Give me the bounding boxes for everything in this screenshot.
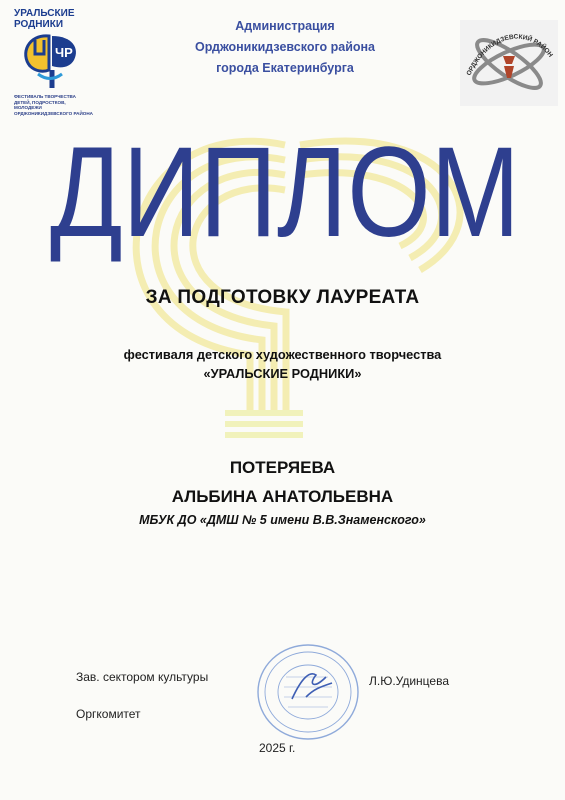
document-subtitle: ЗА ПОДГОТОВКУ ЛАУРЕАТА [145, 287, 420, 308]
logo-caption-line3: ОРДЖОНИКИДЗЕВСКОГО РАЙОНА [14, 110, 93, 116]
recipient-given-names: АЛЬБИНА АНАТОЛЬЕВНА [171, 487, 394, 506]
document-title-text: ДИПЛОМ [50, 121, 520, 264]
admin-line2: Орджоникидзевского района [194, 40, 376, 54]
district-logo-text: ОРДЖОНИКИДЗЕВСКИЙ РАЙОН [465, 33, 554, 77]
admin-line1: Администрация [235, 19, 335, 33]
recipient-surname: ПОТЕРЯЕВА [229, 458, 336, 477]
logo-caption-line2: ДЕТЕЙ, ПОДРОСТКОВ, МОЛОДЕЖИ [14, 99, 66, 111]
document-title [40, 121, 530, 264]
organizing-committee: Оргкомитет [76, 707, 141, 721]
festival-line1: фестиваля детского художественного творчества [123, 347, 442, 362]
festival-logo-title [14, 8, 92, 30]
official-stamp-icon [254, 641, 362, 743]
administration-header [170, 16, 400, 79]
festival-logo-mark-icon [18, 30, 82, 92]
document-year: 2025 г. [259, 741, 296, 755]
logo-title-line2: РОДНИКИ [14, 19, 64, 30]
logo-title-line1: УРАЛЬСКИЕ [14, 8, 75, 19]
festival-logo-caption [14, 94, 94, 116]
logo-mark-letters: ЧР [55, 45, 73, 60]
festival-logo [14, 8, 93, 116]
signer-position: Зав. сектором культуры [76, 670, 209, 684]
signer-name: Л.Ю.Удинцева [369, 674, 450, 688]
district-logo [460, 20, 558, 106]
festival-name [0, 345, 565, 383]
festival-line2: «УРАЛЬСКИЕ РОДНИКИ» [203, 366, 362, 381]
institution-name: МБУК ДО «ДМШ № 5 имени В.В.Знаменского» [139, 513, 426, 527]
recipient-name [0, 453, 565, 511]
logo-caption-line1: ФЕСТИВАЛЬ ТВОРЧЕСТВА [14, 94, 76, 99]
admin-line3: города Екатеринбурга [216, 61, 354, 75]
